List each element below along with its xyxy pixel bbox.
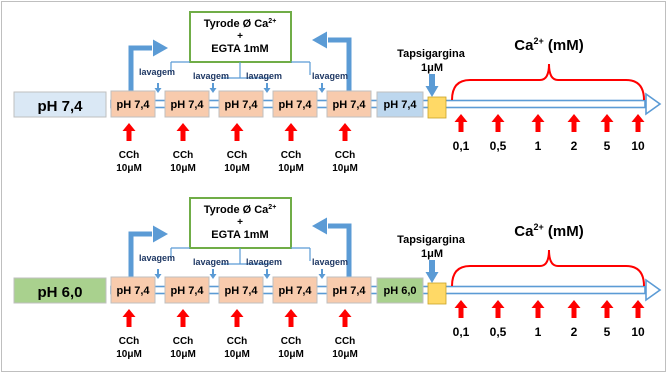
- cch-label: CCh: [226, 336, 248, 347]
- wash-label: lavagem: [138, 67, 176, 77]
- calcium-dose-label: 10: [631, 139, 645, 153]
- cch-label: CCh: [226, 150, 248, 161]
- thapsigargin-label: Tapsigargina: [397, 48, 465, 60]
- wash-label: lavagem: [192, 257, 230, 267]
- cch-label: CCh: [280, 150, 302, 161]
- calcium-dose-label: 5: [603, 139, 611, 153]
- calcium-dose-label: 2: [570, 325, 578, 339]
- cch-dose-label: 10μM: [278, 349, 304, 360]
- initial-ph-label: pH 7,4: [37, 98, 83, 115]
- solution-line1: Tyrode Ø $Ca^{2+}$: [203, 18, 277, 30]
- ph-step-label: pH 7,4: [278, 99, 312, 111]
- wash-label: lavagem: [192, 71, 230, 81]
- thapsigargin-box: [428, 97, 446, 118]
- cch-dose-label: 10μM: [332, 163, 358, 174]
- after-ph-label: pH 7,4: [383, 99, 417, 111]
- solution-line3: EGTA 1mM: [211, 229, 269, 241]
- thapsigargin-label: Tapsigargina: [397, 234, 465, 246]
- ph-step-label: pH 7,4: [332, 99, 366, 111]
- wash-label: lavagem: [311, 257, 349, 267]
- thapsigargin-box: [428, 283, 446, 304]
- calcium-title: $Ca^{2+}$ (mM): [514, 222, 584, 240]
- calcium-dose-label: 5: [603, 325, 611, 339]
- cch-dose-label: 10μM: [170, 349, 196, 360]
- ph-step-label: pH 7,4: [224, 99, 258, 111]
- calcium-dose-label: 2: [570, 139, 578, 153]
- thapsigargin-dose: 1μM: [420, 248, 444, 260]
- after-ph-label: pH 6,0: [383, 285, 417, 297]
- ph-step-label: pH 7,4: [278, 285, 312, 297]
- cch-dose-label: 10μM: [116, 163, 142, 174]
- calcium-dose-label: 1: [534, 325, 542, 339]
- cch-label: CCh: [172, 150, 194, 161]
- wash-label: lavagem: [245, 257, 283, 267]
- solution-line2: +: [237, 31, 243, 42]
- ph-step-label: pH 7,4: [170, 99, 204, 111]
- solution-line3: EGTA 1mM: [211, 43, 269, 55]
- ph-step-label: pH 7,4: [332, 285, 366, 297]
- calcium-dose-label: 0,1: [452, 325, 470, 339]
- calcium-dose-label: 1: [534, 139, 542, 153]
- calcium-dose-label: 10: [631, 325, 645, 339]
- calcium-dose-label: 0,5: [489, 139, 507, 153]
- thapsigargin-arrow: [429, 74, 435, 86]
- wash-label: lavagem: [245, 71, 283, 81]
- cch-dose-label: 10μM: [278, 163, 304, 174]
- diagram-frame: [2, 2, 666, 372]
- solution-line2: +: [237, 217, 243, 228]
- ph-step-label: pH 7,4: [170, 285, 204, 297]
- thapsigargin-arrow: [429, 260, 435, 272]
- cch-label: CCh: [118, 150, 140, 161]
- cch-dose-label: 10μM: [116, 349, 142, 360]
- ph-step-label: pH 7,4: [224, 285, 258, 297]
- calcium-dose-label: 0,1: [452, 139, 470, 153]
- solution-line1: Tyrode Ø $Ca^{2+}$: [203, 204, 277, 216]
- cch-label: CCh: [280, 336, 302, 347]
- calcium-dose-label: 0,5: [489, 325, 507, 339]
- cch-dose-label: 10μM: [224, 163, 250, 174]
- cch-label: CCh: [334, 150, 356, 161]
- ph-step-label: pH 7,4: [116, 285, 150, 297]
- cch-dose-label: 10μM: [170, 163, 196, 174]
- wash-label: lavagem: [138, 253, 176, 263]
- cch-dose-label: 10μM: [224, 349, 250, 360]
- calcium-title: $Ca^{2+}$ (mM): [514, 36, 584, 54]
- cch-dose-label: 10μM: [332, 349, 358, 360]
- cch-label: CCh: [118, 336, 140, 347]
- thapsigargin-dose: 1μM: [420, 62, 444, 74]
- wash-label: lavagem: [311, 71, 349, 81]
- cch-label: CCh: [334, 336, 356, 347]
- ph-step-label: pH 7,4: [116, 99, 150, 111]
- cch-label: CCh: [172, 336, 194, 347]
- initial-ph-label: pH 6,0: [37, 284, 83, 301]
